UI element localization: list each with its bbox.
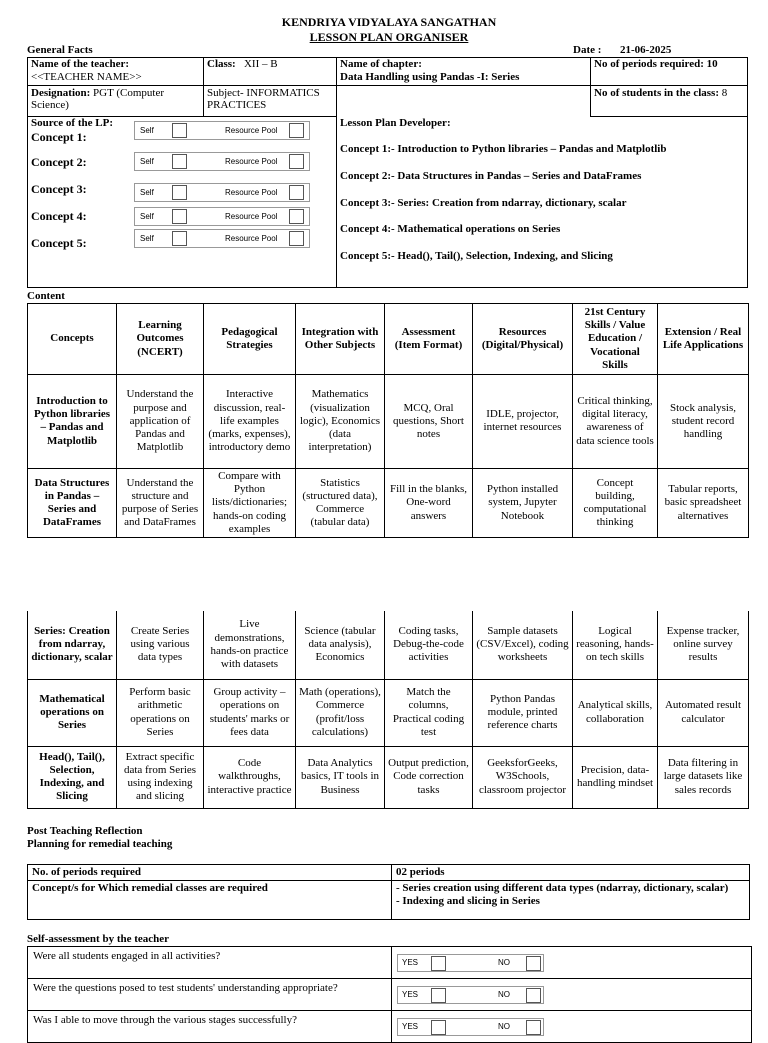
remedial-concept-item: - Indexing and slicing in Series [396,895,540,908]
table-cell: Understand the purpose and application of Pandas and Matplotlib [117,374,204,468]
table-cell: Precision, data-handling mindset [573,746,658,808]
header-extension: Extension / Real Life Applications [658,304,749,375]
remedial-periods-value: 02 periods [392,865,750,881]
table-cell: Python Pandas module, printed reference charts [473,679,573,746]
table-row [28,746,749,808]
yes-label: YES [402,958,419,967]
resource-pool-checkbox[interactable] [289,231,304,246]
yes-checkbox[interactable] [431,956,446,971]
table-cell: Expense tracker, online survey results [658,611,749,679]
resource-pool-checkbox[interactable] [289,123,304,138]
general-facts-label: General Facts [27,44,93,56]
remedial-table [27,864,750,920]
table-cell: Code walkthroughs, interactive practice [204,746,296,808]
table-cell: Logical reasoning, hands-on tech skills [573,611,658,679]
remedial-concepts-value [392,881,750,920]
teacher-label: Name of the teacher: [31,58,130,70]
table-cell: Live demonstrations, hands-on practice with datasets [204,611,296,679]
reflection-title: Post Teaching Reflection [27,825,143,837]
table-cell: Sample datasets (CSV/Excel), coding worksheets [473,611,573,679]
table-cell: Understand the structure and purpose of Series and DataFrames [117,468,204,537]
remedial-concepts-label: Concept/s for Which remedial classes are required [28,881,392,920]
class-field [207,58,278,71]
table-cell: Critical thinking, digital literacy, awareness of data science tools [573,374,658,468]
no-checkbox[interactable] [526,1020,541,1035]
self-checkbox[interactable] [172,185,187,200]
table-cell: Science (tabular data analysis), Economics [296,611,385,679]
teacher-field [31,58,201,84]
concept-label-3: Concept 3: [31,182,87,196]
periods-label: No of periods required: [594,58,704,70]
header-resources: Resources (Digital/Physical) [473,304,573,375]
table-row [28,979,752,1011]
developer-concept-1: Concept 1:- Introduction to Python libraries – Pandas and Matplotlib [340,143,667,155]
resource-pool-label: Resource Pool [225,188,278,197]
yes-no-options [397,986,544,1004]
table-cell: Data filtering in large datasets like sales records [658,746,749,808]
table-cell: Data Structures in Pandas – Series and DataFrames [28,468,117,537]
table-cell: Stock analysis, student record handling [658,374,749,468]
table-cell: Group activity – operations on students' marks or fees data [204,679,296,746]
table-cell: Head(), Tail(), Selection, Indexing, and Slicing [28,746,117,808]
question-3: Was I able to move through the various stages successfully? [28,1011,392,1043]
self-label: Self [140,126,154,135]
table-row [28,468,749,537]
resource-pool-label: Resource Pool [225,234,278,243]
table-cell: Interactive discussion, real-life examples (marks, expenses), introductory demo [204,374,296,468]
concept-label-2: Concept 2: [31,155,87,169]
self-checkbox[interactable] [172,154,187,169]
self-label: Self [140,188,154,197]
resource-pool-label: Resource Pool [225,157,278,166]
chapter-value: Data Handling using Pandas -I: Series [340,71,520,83]
answer-cell [392,979,752,1011]
table-cell: Automated result calculator [658,679,749,746]
header-skills: 21st Century Skills / Value Education / Vocational Skills [573,304,658,375]
developer-concept-4: Concept 4:- Mathematical operations on Series [340,223,561,235]
table-cell: Coding tasks, Debug-the-code activities [385,611,473,679]
table-row [28,1011,752,1043]
resource-pool-checkbox[interactable] [289,185,304,200]
content-label: Content [27,290,65,302]
table-row [28,374,749,468]
source-title: Source of the LP: [31,117,113,129]
self-checkbox[interactable] [172,123,187,138]
developer-concept-2: Concept 2:- Data Structures in Pandas – Series and DataFrames [340,170,642,182]
developer-concept-3: Concept 3:- Series: Creation from ndarray, dictionary, scalar [340,197,627,209]
header-integration: Integration with Other Subjects [296,304,385,375]
remedial-periods-label: No. of periods required [28,865,392,881]
self-assessment-table [27,946,752,1043]
no-checkbox[interactable] [526,988,541,1003]
question-2: Were the questions posed to test students' understanding appropriate? [28,979,392,1011]
chapter-label: Name of chapter: [340,58,422,70]
self-checkbox[interactable] [172,209,187,224]
table-cell: Extract specific data from Series using indexing and slicing [117,746,204,808]
reflection-subtitle: Planning for remedial teaching [27,838,173,850]
yes-label: YES [402,990,419,999]
no-label: NO [498,1022,510,1031]
table-row [28,947,752,979]
source-options-3 [134,183,310,202]
table-cell: Statistics (structured data), Commerce (tabular data) [296,468,385,537]
yes-no-options [397,954,544,972]
students-field [594,87,727,99]
doc-title: LESSON PLAN ORGANISER [309,30,469,44]
answer-cell [392,947,752,979]
table-cell: Mathematics (visualization logic), Economics (data interpretation) [296,374,385,468]
table-cell: Create Series using various data types [117,611,204,679]
header-concepts: Concepts [28,304,117,375]
date-value: 21-06-2025 [620,44,672,56]
self-label: Self [140,212,154,221]
table-cell: Tabular reports, basic spreadsheet alternatives [658,468,749,537]
table-cell: IDLE, projector, internet resources [473,374,573,468]
subject-field: Subject- INFORMATICS PRACTICES [207,87,320,111]
table-cell: Python installed system, Jupyter Notebook [473,468,573,537]
table-row [28,611,749,679]
yes-checkbox[interactable] [431,988,446,1003]
concept-label-5: Concept 5: [31,236,87,250]
teacher-value: <<TEACHER NAME>> [31,71,142,83]
developer-label: Lesson Plan Developer: [340,117,451,129]
header-learning-outcomes: Learning Outcomes (NCERT) [117,304,204,375]
resource-pool-checkbox[interactable] [289,154,304,169]
students-label: No of students in the class: [594,87,719,99]
self-label: Self [140,157,154,166]
resource-pool-label: Resource Pool [225,212,278,221]
designation-label: Designation: [31,87,91,99]
date-label: Date : [573,44,602,56]
source-options-1 [134,121,310,140]
source-options-5 [134,229,310,248]
yes-label: YES [402,1022,419,1031]
table-cell: Series: Creation from ndarray, dictionary, scalar [28,611,117,679]
table-cell: GeeksforGeeks, W3Schools, classroom projector [473,746,573,808]
table-cell: Fill in the blanks, One-word answers [385,468,473,537]
table-cell: Analytical skills, collaboration [573,679,658,746]
concept-label-1: Concept 1: [31,130,87,144]
source-options-2 [134,152,310,171]
table-cell: Data Analytics basics, IT tools in Business [296,746,385,808]
designation-field [31,87,201,111]
content-table-part-2 [27,611,749,809]
table-cell: Output prediction, Code correction tasks [385,746,473,808]
remedial-concept-item: - Series creation using different data types (ndarray, dictionary, scalar) [396,882,729,895]
org-title: KENDRIYA VIDYALAYA SANGATHAN [281,15,497,29]
table-cell: Match the columns, Practical coding test [385,679,473,746]
table-cell: Math (operations), Commerce (profit/loss calculations) [296,679,385,746]
self-label: Self [140,234,154,243]
header-pedagogical: Pedagogical Strategies [204,304,296,375]
resource-pool-label: Resource Pool [225,126,278,135]
no-checkbox[interactable] [526,956,541,971]
table-row [28,679,749,746]
question-1: Were all students engaged in all activities? [28,947,392,979]
developer-concept-5: Concept 5:- Head(), Tail(), Selection, Indexing, and Slicing [340,250,613,262]
chapter-field [340,58,588,84]
table-cell: Introduction to Python libraries – Pandas and Matplotlib [28,374,117,468]
table-cell: Perform basic arithmetic operations on Series [117,679,204,746]
yes-no-options [397,1018,544,1036]
students-value: 8 [721,87,728,99]
class-label: Class: [207,58,236,70]
self-assessment-title: Self-assessment by the teacher [27,933,170,945]
source-options-4 [134,207,310,226]
no-label: NO [498,990,510,999]
header-assessment: Assessment (Item Format) [385,304,473,375]
periods-value: 10 [706,58,718,70]
class-value: XII – B [243,58,278,70]
resource-pool-checkbox[interactable] [289,209,304,224]
self-checkbox[interactable] [172,231,187,246]
answer-cell [392,1011,752,1043]
table-cell: Concept building, computational thinking [573,468,658,537]
table-cell: Compare with Python lists/dictionaries; hands-on coding examples [204,468,296,537]
periods-field [594,58,718,70]
content-table-part-1 [27,303,749,538]
no-label: NO [498,958,510,967]
yes-checkbox[interactable] [431,1020,446,1035]
general-facts-table [27,57,747,287]
concept-label-4: Concept 4: [31,209,87,223]
designation-value: PGT (Computer Science) [31,87,165,111]
table-cell: MCQ, Oral questions, Short notes [385,374,473,468]
table-cell: Mathematical operations on Series [28,679,117,746]
